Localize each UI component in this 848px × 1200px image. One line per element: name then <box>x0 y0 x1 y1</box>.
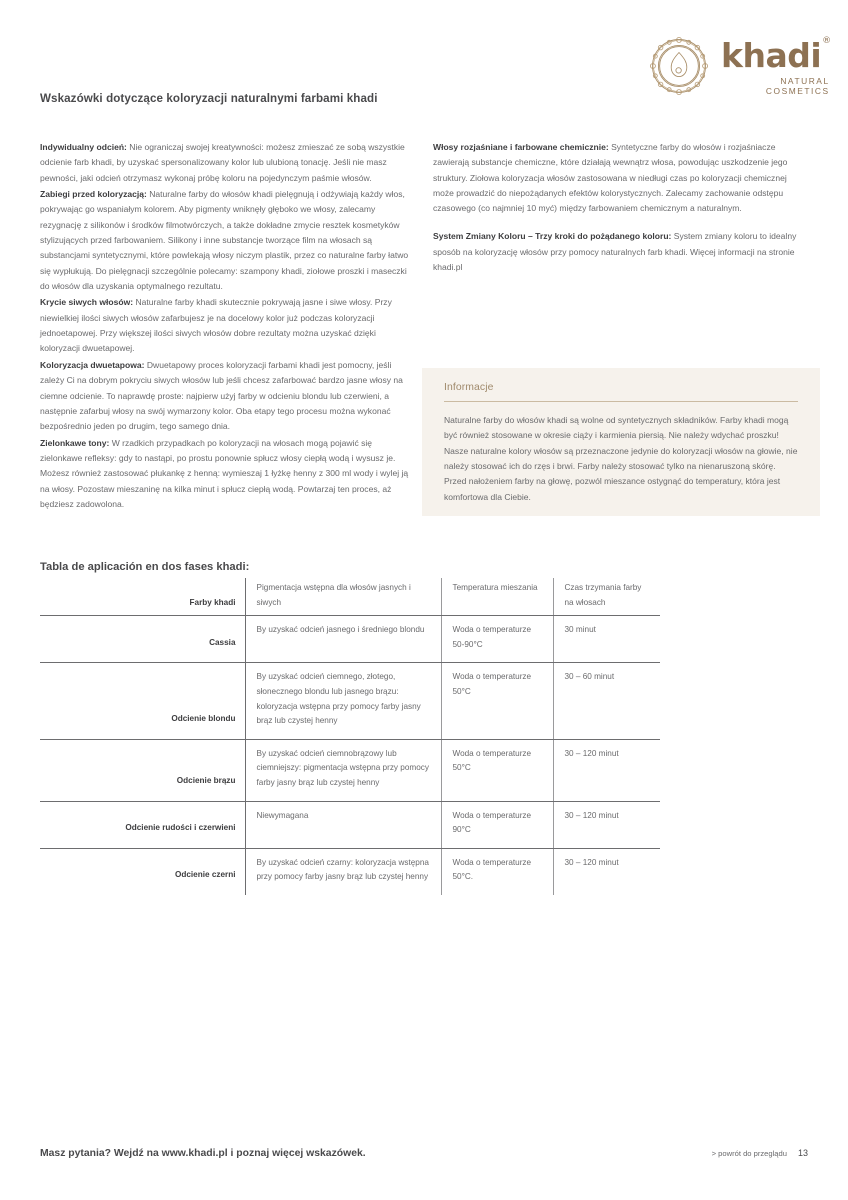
info-box-divider <box>444 401 798 402</box>
paragraph-heading: Zielonkawe tony: <box>40 437 110 448</box>
cell-temperature: Woda o temperaturze 50°C <box>441 663 553 739</box>
paragraph-body: Dwuetapowy proces koloryzacji farbami khadi jest pomocny, jeśli zależy Ci na dobrym pokryciu siwych włosów lub jeśli chcesz zafarbować bardzo jasne włosy na ciemne odcienie. To naprawdę proste: najpierw użyj farby w odcieniu blondu lub czerwieni, a następnie zafarbuj włosy na swój wymarzony kolor. Oba etapy tego procesu można wykonać bezpośrednio jeden po drugim, tego samego dnia. <box>40 359 403 432</box>
paragraph-body: Syntetyczne farby do włosów i rozjaśniacze zawierają substancje chemiczne, które działają wewnątrz włosa, powodując uszkodzenie jego struktury. Ziołowa koloryzacja włosów zastosowana w niedługi czas po koloryzacji chemicznej może prowadzić do niepożądanych efektów kolorystycznych. Zalecamy zachowanie odstępu czasowego (co najmniej 10 myć) między farbowaniem chemicznym a naturalnym. <box>433 142 788 214</box>
cell-time: 30 minut <box>553 616 660 663</box>
row-label-odcienie-blondu: Odcienie blondu <box>40 663 245 739</box>
info-box-text: Naturalne farby do włosów khadi są wolne od syntetycznych składników. Farby khadi mogą być również stosowane w okresie ciąży i karmienia piersią. Nie należy wdychać proszku! Nasze naturalne kolory włosów są przeznaczone jedynie do koloryzacji włosów na głowie, nie należy stosować ich do rzęs i brwi. Farby należy stosować tylko na nienaruszoną skórę. Przed nałożeniem farby na głowę, pozwól mieszance ostygnąć do temperatury, która jest komfortowa dla Ciebie. <box>444 415 798 502</box>
cell-pigmentation: By uzyskać odcień czarny: koloryzacja wstępna przy pomocy farby jasny brąz lub czystej henny <box>245 848 441 895</box>
khadi-logo <box>648 33 831 99</box>
paragraph-body: System zmiany koloru to idealny sposób na koloryzację włosów przy pomocy naturalnych farb khadi. Więcej informacji na stronie khadi.pl <box>433 231 797 272</box>
row-label-cassia: Cassia <box>40 616 245 663</box>
paragraph-body: Naturalne farby khadi skutecznie pokrywają jasne i siwe włosy. Przy niewielkiej ilości siwych włosów zafarbujesz je na docelowy kolor już podczas koloryzacji jednoetapowej. Przy większej ilości siwych włosów dobre rezultaty można uzyskać dzięki koloryzacji dwuetapowej. <box>40 297 392 354</box>
paragraph-heading: Koloryzacja dwuetapowa: <box>40 359 145 370</box>
cell-pigmentation: By uzyskać odcień jasnego i średniego blondu <box>245 616 441 663</box>
paragraph-zielonkawe-tony <box>40 436 415 513</box>
right-text-column <box>433 140 808 276</box>
back-to-overview-link[interactable]: > powrót do przeglądu <box>711 1149 787 1158</box>
paragraph-heading: Krycie siwych włosów: <box>40 297 134 308</box>
logo-wordmark-text: khadi <box>721 35 822 75</box>
table-body <box>40 616 660 895</box>
cell-time: 30 – 120 minut <box>553 801 660 848</box>
row-label-odcienie-czerni: Odcienie czerni <box>40 848 245 895</box>
registered-trademark-icon: ® <box>822 35 831 46</box>
column-header-temperatura: Temperatura mieszania <box>441 578 553 616</box>
table-row <box>40 848 660 895</box>
paragraph-body: Naturalne farby do włosów khadi pielęgnują i odżywiają każdy włos, pokrywając go wspaniałym kolorem. Aby pigmenty wniknęły głęboko we włosy, zalecamy rezygnację z silikonów i środków filmotwórczych, a także dokładne zmycie resztek kosmetyków stylizujących przed farbowaniem. Silikony i inne substancje tworzące film na włosach są substancjami syntetycznymi, które powlekają włosy niczym plastik, przez co naturalne farby łatwo się wypłukują. Do pielęgnacji szczególnie polecamy: szampony khadi, ziołowe proszki i maseczki do włosów dla uzyskania optymalnego rezultatu. <box>40 189 409 292</box>
paragraph-koloryzacja-dwuetapowa <box>40 358 415 435</box>
column-header-farby-khadi: Farby khadi <box>40 578 245 616</box>
logo-wordmark-group <box>721 37 830 96</box>
info-box-title: Informacje <box>444 382 494 393</box>
table-header <box>40 578 660 616</box>
table-header-row <box>40 578 660 616</box>
info-box <box>422 368 820 516</box>
paragraph-wlosy-rozjasniane <box>433 140 808 217</box>
cell-time: 30 – 60 minut <box>553 663 660 739</box>
page-number: 13 <box>797 1148 808 1158</box>
paragraph-heading: Włosy rozjaśniane i farbowane chemicznie: <box>433 142 609 152</box>
table-row <box>40 616 660 663</box>
application-table <box>40 578 660 895</box>
cell-pigmentation: By uzyskać odcień ciemnobrązowy lub ciemniejszy: pigmentacja wstępna przy pomocy farby jasny brąz lub czystej henny <box>245 739 441 801</box>
mandala-flame-emblem-icon <box>648 35 710 97</box>
paragraph-zabiegi-przed-koloryzacja <box>40 187 415 294</box>
paragraph-system-zmiany-koloru <box>433 229 808 275</box>
paragraph-krycie-siwych-wlosow <box>40 295 415 356</box>
paragraph-body: Nie ograniczaj swojej kreatywności: możesz zmieszać ze sobą wszystkie odcienie farb khadi, by uzyskać spersonalizowany kolor lub ulubioną tonację. Jeśli nie masz pewności, jaki odcień otrzymasz wykonaj próbę koloru na pojedynczym paśmie włosów. <box>40 142 405 183</box>
left-text-column <box>40 140 415 513</box>
table-row <box>40 739 660 801</box>
footer-contact-text: Masz pytania? Wejdź na www.khadi.pl i poznaj więcej wskazówek. <box>40 1148 366 1159</box>
page-title: Wskazówki dotyczące koloryzacji naturalnymi farbami khadi <box>40 92 378 105</box>
paragraph-indywidualny-odcien <box>40 140 415 186</box>
cell-pigmentation: By uzyskać odcień ciemnego, złotego, słonecznego blondu lub jasnego brązu: koloryzacja wstępna przy pomocy farby jasny brąz lub czystej henny <box>245 663 441 739</box>
cell-time: 30 – 120 minut <box>553 739 660 801</box>
table-title: Tabla de aplicación en dos fases khadi: <box>40 561 250 573</box>
cell-time: 30 – 120 minut <box>564 857 619 867</box>
paragraph-heading: Zabiegi przed koloryzacją: <box>40 189 147 200</box>
cell-temperature: Woda o temperaturze 90°C <box>441 801 553 848</box>
logo-wordmark <box>721 35 831 75</box>
cell-temperature: Woda o temperaturze 50°C. <box>441 848 553 895</box>
column-header-pigmentacja: Pigmentacja wstępna dla włosów jasnych i siwych <box>245 578 441 616</box>
paragraph-heading: Indywidualny odcień: <box>40 142 127 152</box>
table-row <box>40 663 660 739</box>
page-footer <box>40 1148 808 1159</box>
column-header-czas: Czas trzymania farby na włosach <box>553 578 660 616</box>
table-row <box>40 801 660 848</box>
cell-temperature: Woda o temperaturze 50°C <box>441 739 553 801</box>
logo-tagline: NATURAL COSMETICS <box>765 75 830 96</box>
cell-temperature: Woda o temperaturze 50-90°C <box>441 616 553 663</box>
row-label-odcienie-rudosci: Odcienie rudości i czerwieni <box>40 801 245 848</box>
row-label-odcienie-brazu: Odcienie brązu <box>40 739 245 801</box>
cell-pigmentation: Niewymagana <box>245 801 441 848</box>
paragraph-body: W rzadkich przypadkach po koloryzacji na włosach mogą pojawić się zielonkawe refleksy: gdy to nastąpi, po prostu ponownie spłucz włosy ciepłą wodą i wysusz je. Możesz również zastosować płukankę z henną: wymieszaj 1 łyżkę henny z 300 ml wody i wylej ją na włosy. Pozostaw mieszaninę na kilka minut i spłucz ciepłą wodą. Powtarzaj ten proces, aż będziesz zadowolona. <box>40 437 409 509</box>
footer-right-group <box>712 1148 808 1158</box>
paragraph-heading: System Zmiany Koloru – Trzy kroki do pożądanego koloru: <box>433 231 672 242</box>
